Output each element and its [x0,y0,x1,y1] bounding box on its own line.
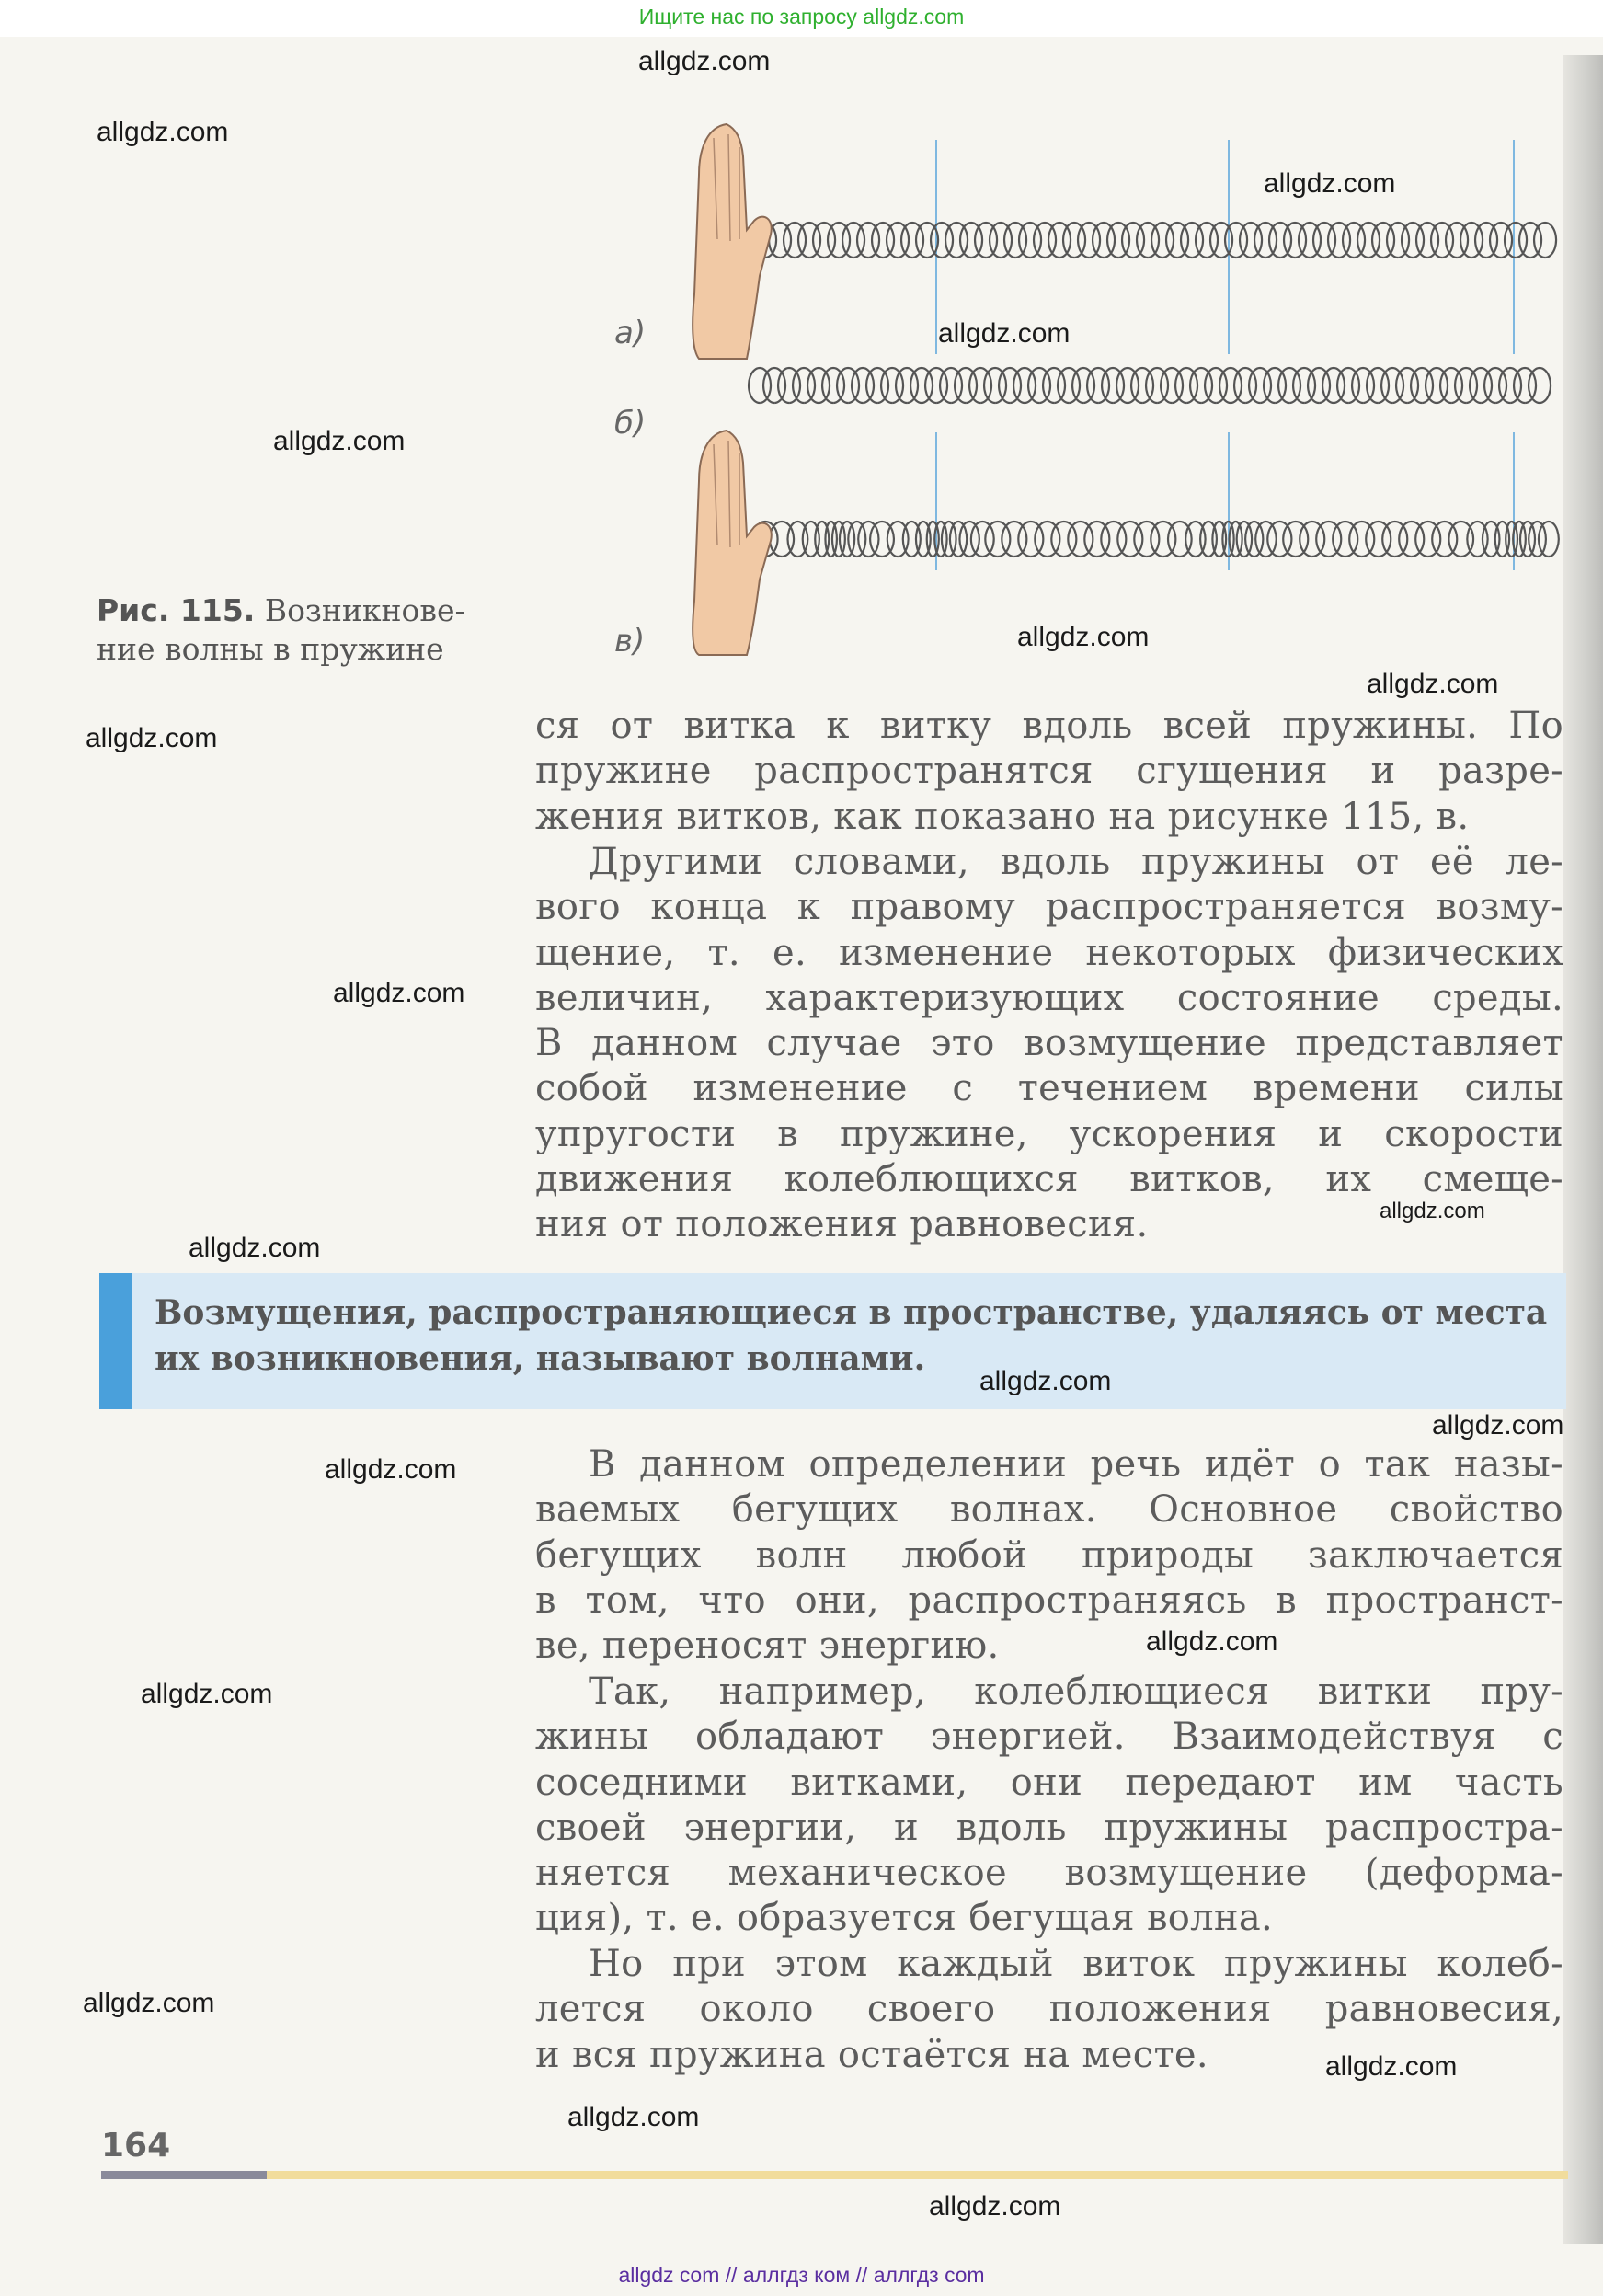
text-line: щение, т. е. изменение некоторых физических [535,931,1563,974]
watermark[interactable]: allgdz.com [1432,1410,1564,1441]
watermark[interactable]: allgdz.com [1380,1199,1485,1223]
spring-c [753,522,1559,557]
text-line: Другими словами, вдоль пружины от её ле- [589,841,1563,883]
watermark[interactable]: allgdz.com [1325,2051,1458,2082]
watermark[interactable]: allgdz.com [189,1233,321,1263]
watermark[interactable]: allgdz.com [929,2191,1061,2221]
definition-text [155,1290,1548,1382]
paragraph-1 [535,704,1563,840]
text-line: бегущих волн любой природы заключается [535,1533,1563,1577]
figure-caption [97,591,501,669]
watermark[interactable]: allgdz.com [1017,622,1150,652]
watermark[interactable]: allgdz.com [325,1454,457,1485]
text-line: ния от положения равновесия. [535,1203,1149,1246]
watermark[interactable]: allgdz.com [1146,1626,1278,1657]
text-line: упругости в пружине, ускорения и скорости [535,1112,1563,1155]
definition-line: их возникновения, называют волнами. [155,1339,926,1378]
paragraph-2 [535,840,1563,1248]
caption-number: Рис. 115. [97,592,256,628]
spring-b [749,368,1551,403]
paragraph-3 [535,1442,1563,1669]
figure-label-a: а) [614,315,647,351]
text-line: ция), т. е. образуется бегущая волна. [535,1897,1273,1940]
text-line: движения колеблющихся витков, их смеще- [535,1158,1563,1201]
definition-line: Возмущения, распространяющиеся в пространстве, удаляясь от места [155,1293,1548,1332]
text-line: собой изменение с течением времени силы [535,1067,1563,1110]
caption-line2: ние волны в пружине [97,631,444,667]
text-line: соседними витками, они передают им часть [535,1761,1563,1804]
text-line: жины обладают энергией. Взаимодействуя с [535,1716,1563,1759]
figure-label-c: в) [614,623,646,660]
watermark[interactable]: allgdz.com [86,723,218,753]
text-line: и вся пружина остаётся на месте. [535,2033,1208,2076]
watermark[interactable]: allgdz.com [567,2102,700,2132]
text-line: жения витков, как показано на рисунке 115, в. [535,795,1470,838]
search-banner[interactable]: Ищите нас по запросу allgdz.com [638,5,965,29]
text-line: лется около своего положения равновесия, [535,1988,1563,2031]
text-line: величин, характеризующих состояние среды. [535,976,1563,1019]
watermark[interactable]: allgdz.com [83,1988,215,2018]
text-line: своей энергии, и вдоль пружины распростра- [535,1806,1563,1849]
watermark[interactable]: allgdz.com [97,117,229,147]
hand-a-icon [693,124,772,359]
hand-c-icon [693,430,772,655]
caption-line1: Возникнове- [255,592,465,628]
text-line: ся от витка к витку вдоль всей пружины. По [535,705,1563,747]
text-line: в том, что они, распространяясь в пространст- [535,1578,1563,1622]
watermark[interactable]: allgdz.com [141,1679,273,1709]
text-line: ваемых бегущих волнах. Основное свойство [535,1488,1563,1532]
text-line: Но при этом каждый виток пружины колеб- [589,1943,1563,1985]
paragraph-4 [535,1670,1563,1942]
spring-a [754,223,1556,258]
watermark[interactable]: allgdz.com [979,1366,1112,1396]
watermark[interactable]: allgdz.com [938,318,1071,349]
text-line: няется механическое возмущение (деформа- [535,1852,1563,1895]
figure-label-b: б) [614,405,647,442]
footer-rule-dark [101,2171,267,2179]
watermark[interactable]: allgdz.com [638,46,771,76]
footer-links[interactable]: allgdz com // аллгдз ком // аллгдз com [618,2263,985,2287]
watermark[interactable]: allgdz.com [1367,669,1499,699]
text-line: В данном определении речь идёт о так назы- [589,1443,1563,1486]
text-line: вого конца к правому распространяется возму- [535,886,1563,929]
text-line: В данном случае это возмущение представляет [535,1022,1563,1065]
footer-rule-yellow [267,2171,1568,2179]
watermark[interactable]: allgdz.com [1264,168,1396,199]
page-number: 164 [101,2127,171,2164]
watermark[interactable]: allgdz.com [333,978,465,1008]
watermark[interactable]: allgdz.com [273,426,406,456]
definition-accent-bar [99,1273,132,1409]
text-line: Так, например, колеблющиеся витки пру- [589,1670,1563,1713]
text-line: ве, переносят энергию. [535,1624,1000,1668]
text-line: пружине распространятся сгущения и разре- [535,750,1563,793]
